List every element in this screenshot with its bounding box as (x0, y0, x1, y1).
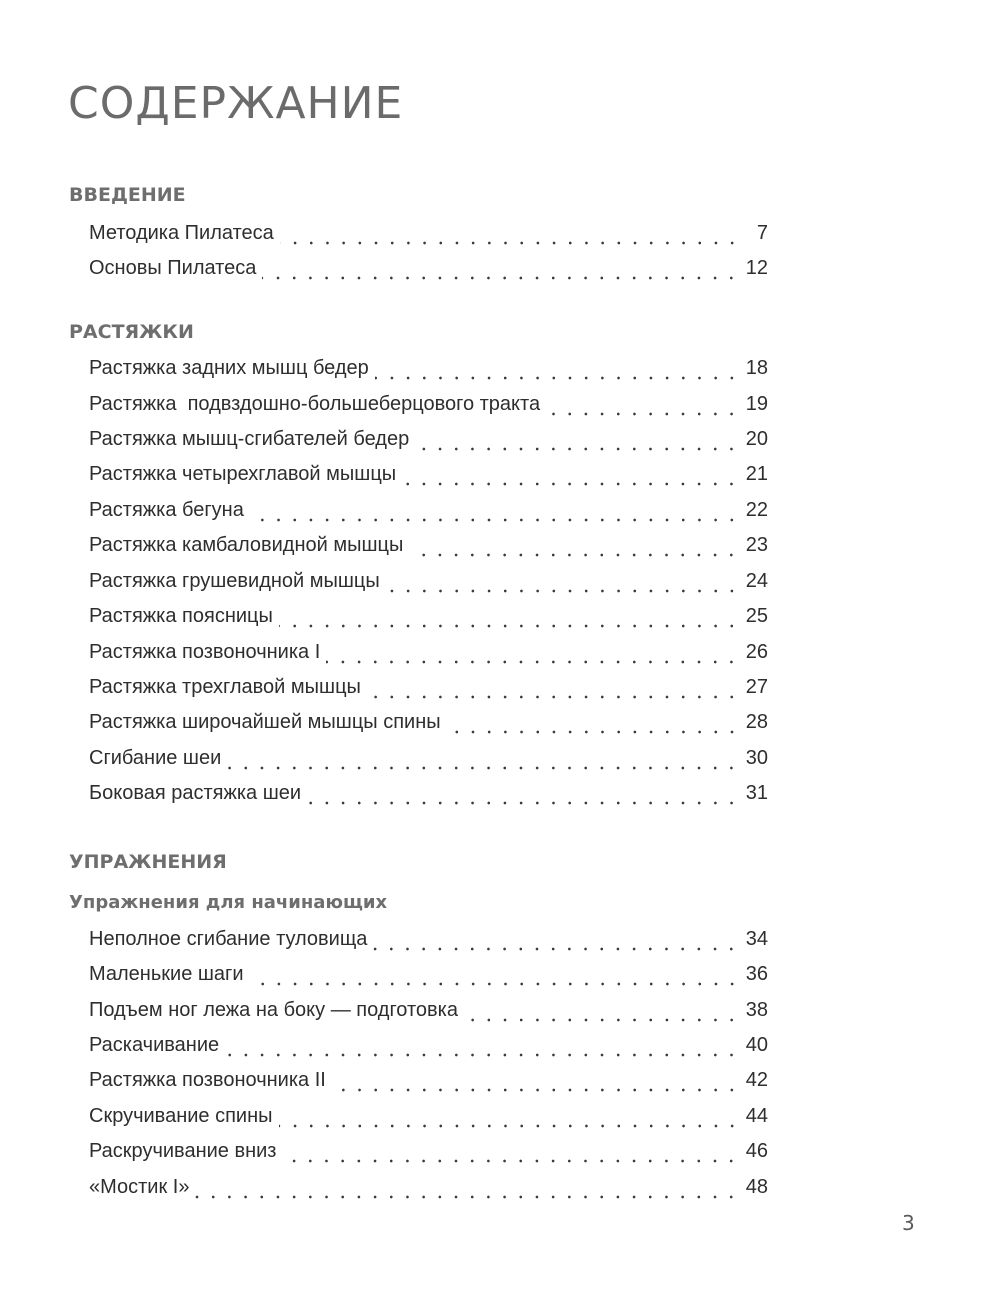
entry-page: 22 (745, 499, 768, 521)
entry-label: Сгибание шеи (89, 747, 222, 769)
dot-leader (280, 240, 740, 246)
toc-entry (89, 1034, 768, 1064)
entry-page: 46 (745, 1140, 768, 1162)
subsection-heading-beginners: Упражнения для начинающих (69, 892, 388, 913)
entry-page: 18 (745, 357, 768, 379)
toc-entry (89, 357, 768, 387)
page-number: 3 (902, 1211, 915, 1235)
section-heading-exercises: УПРАЖНЕНИЯ (69, 851, 227, 873)
entry-page: 24 (745, 570, 768, 592)
entry-page: 12 (745, 257, 768, 279)
entry-page: 26 (745, 641, 768, 663)
entry-page: 19 (745, 393, 768, 415)
entry-label: Растяжка мышц-сгибателей бедер (89, 428, 410, 450)
entry-page: 21 (745, 463, 768, 485)
entry-label: Скручивание спины (89, 1105, 273, 1127)
toc-entry (89, 928, 768, 958)
toc-entry (89, 534, 768, 564)
section-heading-stretches: РАСТЯЖКИ (69, 321, 194, 343)
toc-entry (89, 1176, 768, 1206)
toc-entry (89, 222, 768, 252)
toc-entry (89, 499, 768, 529)
entry-page: 44 (745, 1105, 768, 1127)
dot-leader (227, 765, 739, 771)
toc-entry (89, 782, 768, 812)
entry-label: Растяжка позвоночника I (89, 641, 321, 663)
entry-label: Растяжка грушевидной мышцы (89, 570, 380, 592)
entry-page: 30 (745, 747, 768, 769)
dot-leader (250, 981, 740, 987)
entry-label: Раскачивание (89, 1034, 220, 1056)
entry-label: Растяжка поясницы (89, 605, 273, 627)
toc-entry (89, 463, 768, 493)
toc-entry (89, 999, 768, 1029)
entry-label: Подъем ног лежа на боку — подготовка (89, 999, 458, 1021)
section-heading-intro: ВВЕДЕНИЕ (69, 184, 186, 206)
entry-label: Растяжка задних мышц бедер (89, 357, 369, 379)
entry-label: Боковая растяжка шеи (89, 782, 302, 804)
entry-page: 31 (745, 782, 768, 804)
entry-page: 7 (756, 222, 768, 244)
entry-page: 25 (745, 605, 768, 627)
dot-leader (373, 946, 739, 952)
dot-leader (282, 1158, 739, 1164)
page-title: СОДЕРЖАНИЕ (68, 78, 404, 129)
entry-page: 40 (745, 1034, 768, 1056)
dot-leader (386, 588, 740, 594)
dot-leader (195, 1194, 739, 1200)
entry-label: Основы Пилатеса (89, 257, 257, 279)
entry-page: 38 (745, 999, 768, 1021)
dot-leader (375, 375, 740, 381)
dot-leader (279, 623, 740, 629)
dot-leader (464, 1017, 740, 1023)
toc-entry (89, 1069, 768, 1099)
dot-leader (415, 446, 740, 452)
entry-label: Неполное сгибание туловища (89, 928, 368, 950)
dot-leader (250, 517, 740, 523)
toc-entry (89, 428, 768, 458)
entry-label: «Мостик I» (89, 1176, 190, 1198)
entry-label: Растяжка подвздошно-большеберцового тракта (89, 393, 541, 415)
entry-label: Растяжка широчайшей мышцы спины (89, 711, 441, 733)
dot-leader (367, 694, 740, 700)
toc-entry (89, 676, 768, 706)
entry-label: Растяжка камбаловидной мышцы (89, 534, 404, 556)
entry-page: 20 (745, 428, 768, 450)
entry-page: 42 (745, 1069, 768, 1091)
toc-entry (89, 605, 768, 635)
toc-entry (89, 570, 768, 600)
entry-page: 27 (745, 676, 768, 698)
entry-label: Растяжка позвоночника II (89, 1069, 326, 1091)
entry-label: Растяжка бегуна (89, 499, 244, 521)
entry-label: Раскручивание вниз (89, 1140, 277, 1162)
toc-entry (89, 1140, 768, 1170)
entry-label: Растяжка четырехглавой мышцы (89, 463, 397, 485)
dot-leader (447, 729, 740, 735)
dot-leader (225, 1052, 740, 1058)
toc-entry (89, 747, 768, 777)
dot-leader (262, 275, 739, 281)
toc-entry (89, 1105, 768, 1135)
toc-entry (89, 963, 768, 993)
dot-leader (409, 552, 739, 558)
entry-page: 34 (745, 928, 768, 950)
dot-leader (307, 800, 740, 806)
dot-leader (332, 1087, 740, 1093)
entry-label: Маленькие шаги (89, 963, 244, 985)
dot-leader (402, 481, 740, 487)
toc-entry (89, 393, 768, 423)
entry-label: Методика Пилатеса (89, 222, 274, 244)
entry-page: 23 (745, 534, 768, 556)
entry-label: Растяжка трехглавой мышцы (89, 676, 361, 698)
dot-leader (326, 659, 740, 665)
toc-entry (89, 641, 768, 671)
dot-leader (546, 411, 740, 417)
entry-page: 36 (745, 963, 768, 985)
dot-leader (279, 1123, 740, 1129)
entry-page: 48 (745, 1176, 768, 1198)
toc-entry (89, 257, 768, 287)
entry-page: 28 (745, 711, 768, 733)
toc-entry (89, 711, 768, 741)
